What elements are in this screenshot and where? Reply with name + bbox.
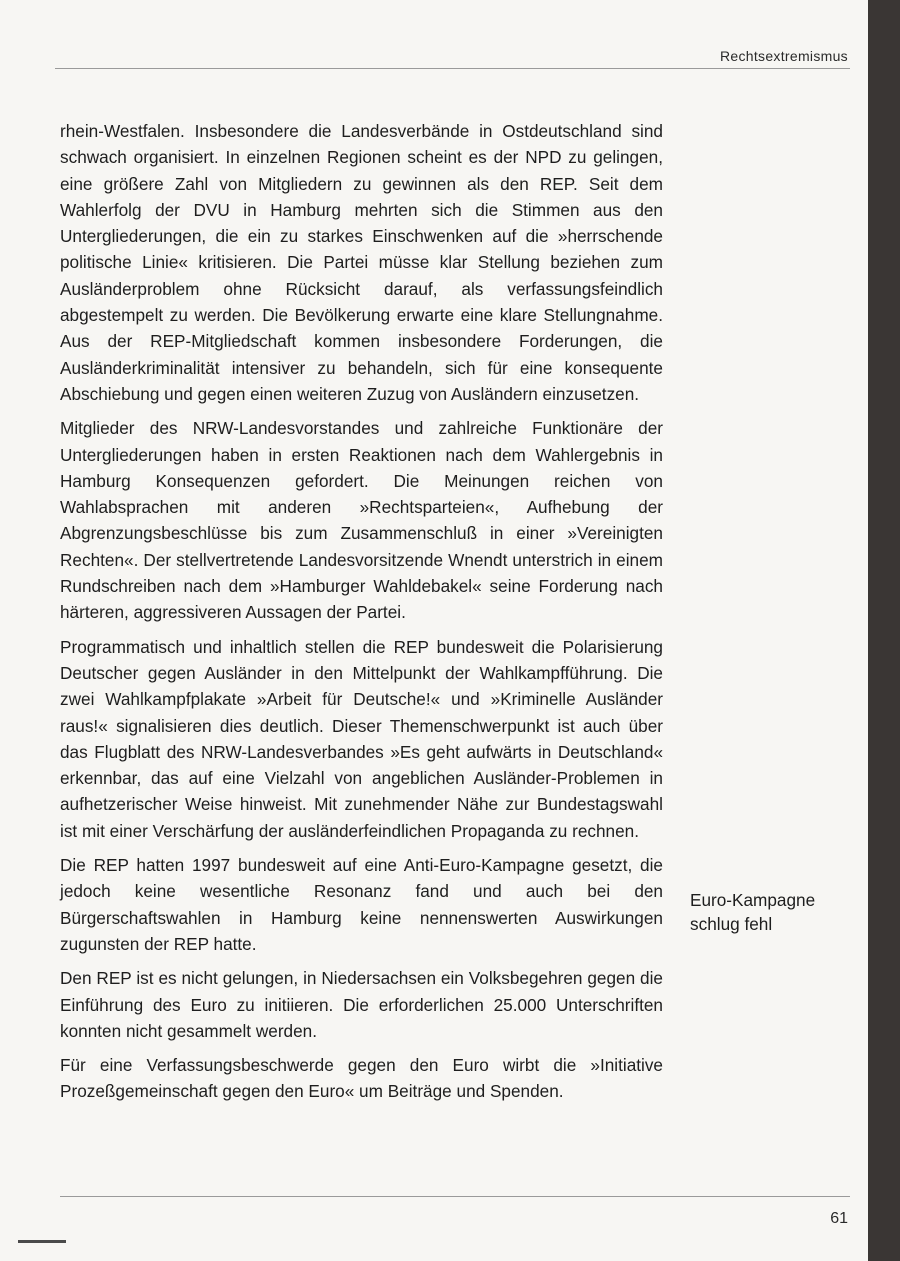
- footer-rule: [60, 1196, 850, 1197]
- running-header: Rechtsextremismus: [719, 48, 848, 64]
- margin-note-line: Euro-Kampagne: [690, 890, 816, 910]
- margin-note-line: schlug fehl: [690, 914, 773, 934]
- paragraph: Programmatisch und inhaltlich stellen die REP bundesweit die Polarisierung Deutscher gegen Ausländer in den Mittelpunkt der Wahlkampfführung. Die zwei Wahlkampfplakate »Arbeit für Deutsche!« und »Kriminelle Ausländer raus!« signalisieren dies deutlich. Dieser Themenschwerpunkt ist auch über das Flugblatt des NRW-Landesverbandes »Es geht aufwärts in Deutschland« erkennbar, das auf eine Vielzahl von angeblichen Ausländer-Problemen in aufhetzerischer Weise hinweist. Mit zunehmender Nähe zur Bundestagswahl ist mit einer Verschärfung der ausländerfeindlichen Propaganda zu rechnen.: [60, 636, 663, 841]
- main-text-column: [60, 118, 663, 1113]
- paragraph: rhein-Westfalen. Insbesondere die Landesverbände in Ostdeutschland sind schwach organisiert. In einzelnen Regionen scheint es der NPD zu gelingen, eine größere Zahl von Mitgliedern zu gewinnen als den REP. Seit dem Wahlerfolg der DVU in Hamburg mehrten sich die Stimmen aus den Untergliederungen, die ein zu starkes Einschwenken auf die »herrschende politische Linie« kritisieren. Die Partei müsse klar Stellung beziehen zum Ausländerproblem ohne Rücksicht darauf, als verfassungsfeindlich abgestempelt zu werden. Die Bevölkerung erwarte eine klare Stellungnahme. Aus der REP-Mitgliedschaft kommen insbesondere Forderungen, die Ausländerkriminalität intensiver zu behandeln, sich für eine konsequente Abschiebung und gegen einen weiteren Zuzug von Ausländern einzusetzen.: [60, 121, 663, 404]
- page-number: 61: [830, 1210, 848, 1227]
- paragraph: Die REP hatten 1997 bundesweit auf eine Anti-Euro-Kampagne gesetzt, die jedoch keine wesentliche Resonanz fand und auch bei den Bürgerschaftswahlen in Hamburg keine nennenswerten Auswirkungen zugunsten der REP hatte.: [60, 855, 663, 954]
- paragraph: Mitglieder des NRW-Landesvorstandes und zahlreiche Funktionäre der Untergliederungen haben in ersten Reaktionen nach dem Wahlergebnis in Hamburg Konsequenzen gefordert. Die Meinungen reichen von Wahlabsprachen mit anderen »Rechtsparteien«, Aufhebung der Abgrenzungsbeschlüsse bis zum Zusammenschluß in einer »Vereinigten Rechten«. Der stellvertretende Landesvorsitzende Wnendt unterstrich in einem Rundschreiben nach dem »Hamburger Wahldebakel« seine Forderung nach härteren, aggressiveren Aussagen der Partei.: [60, 418, 663, 623]
- paragraph: Für eine Verfassungsbeschwerde gegen den Euro wirbt die »Initiative Prozeßgemeinschaft gegen den Euro« um Beiträge und Spenden.: [60, 1055, 663, 1102]
- margin-note: [690, 888, 855, 936]
- scan-edge-mark: [18, 1240, 66, 1243]
- paragraph: Den REP ist es nicht gelungen, in Niedersachsen ein Volksbegehren gegen die Einführung des Euro zu initiieren. Die erforderlichen 25.000 Unterschriften konnten nicht gesammelt werden.: [60, 968, 663, 1041]
- header-rule: [55, 68, 850, 69]
- page-edge-bar: [868, 0, 900, 1261]
